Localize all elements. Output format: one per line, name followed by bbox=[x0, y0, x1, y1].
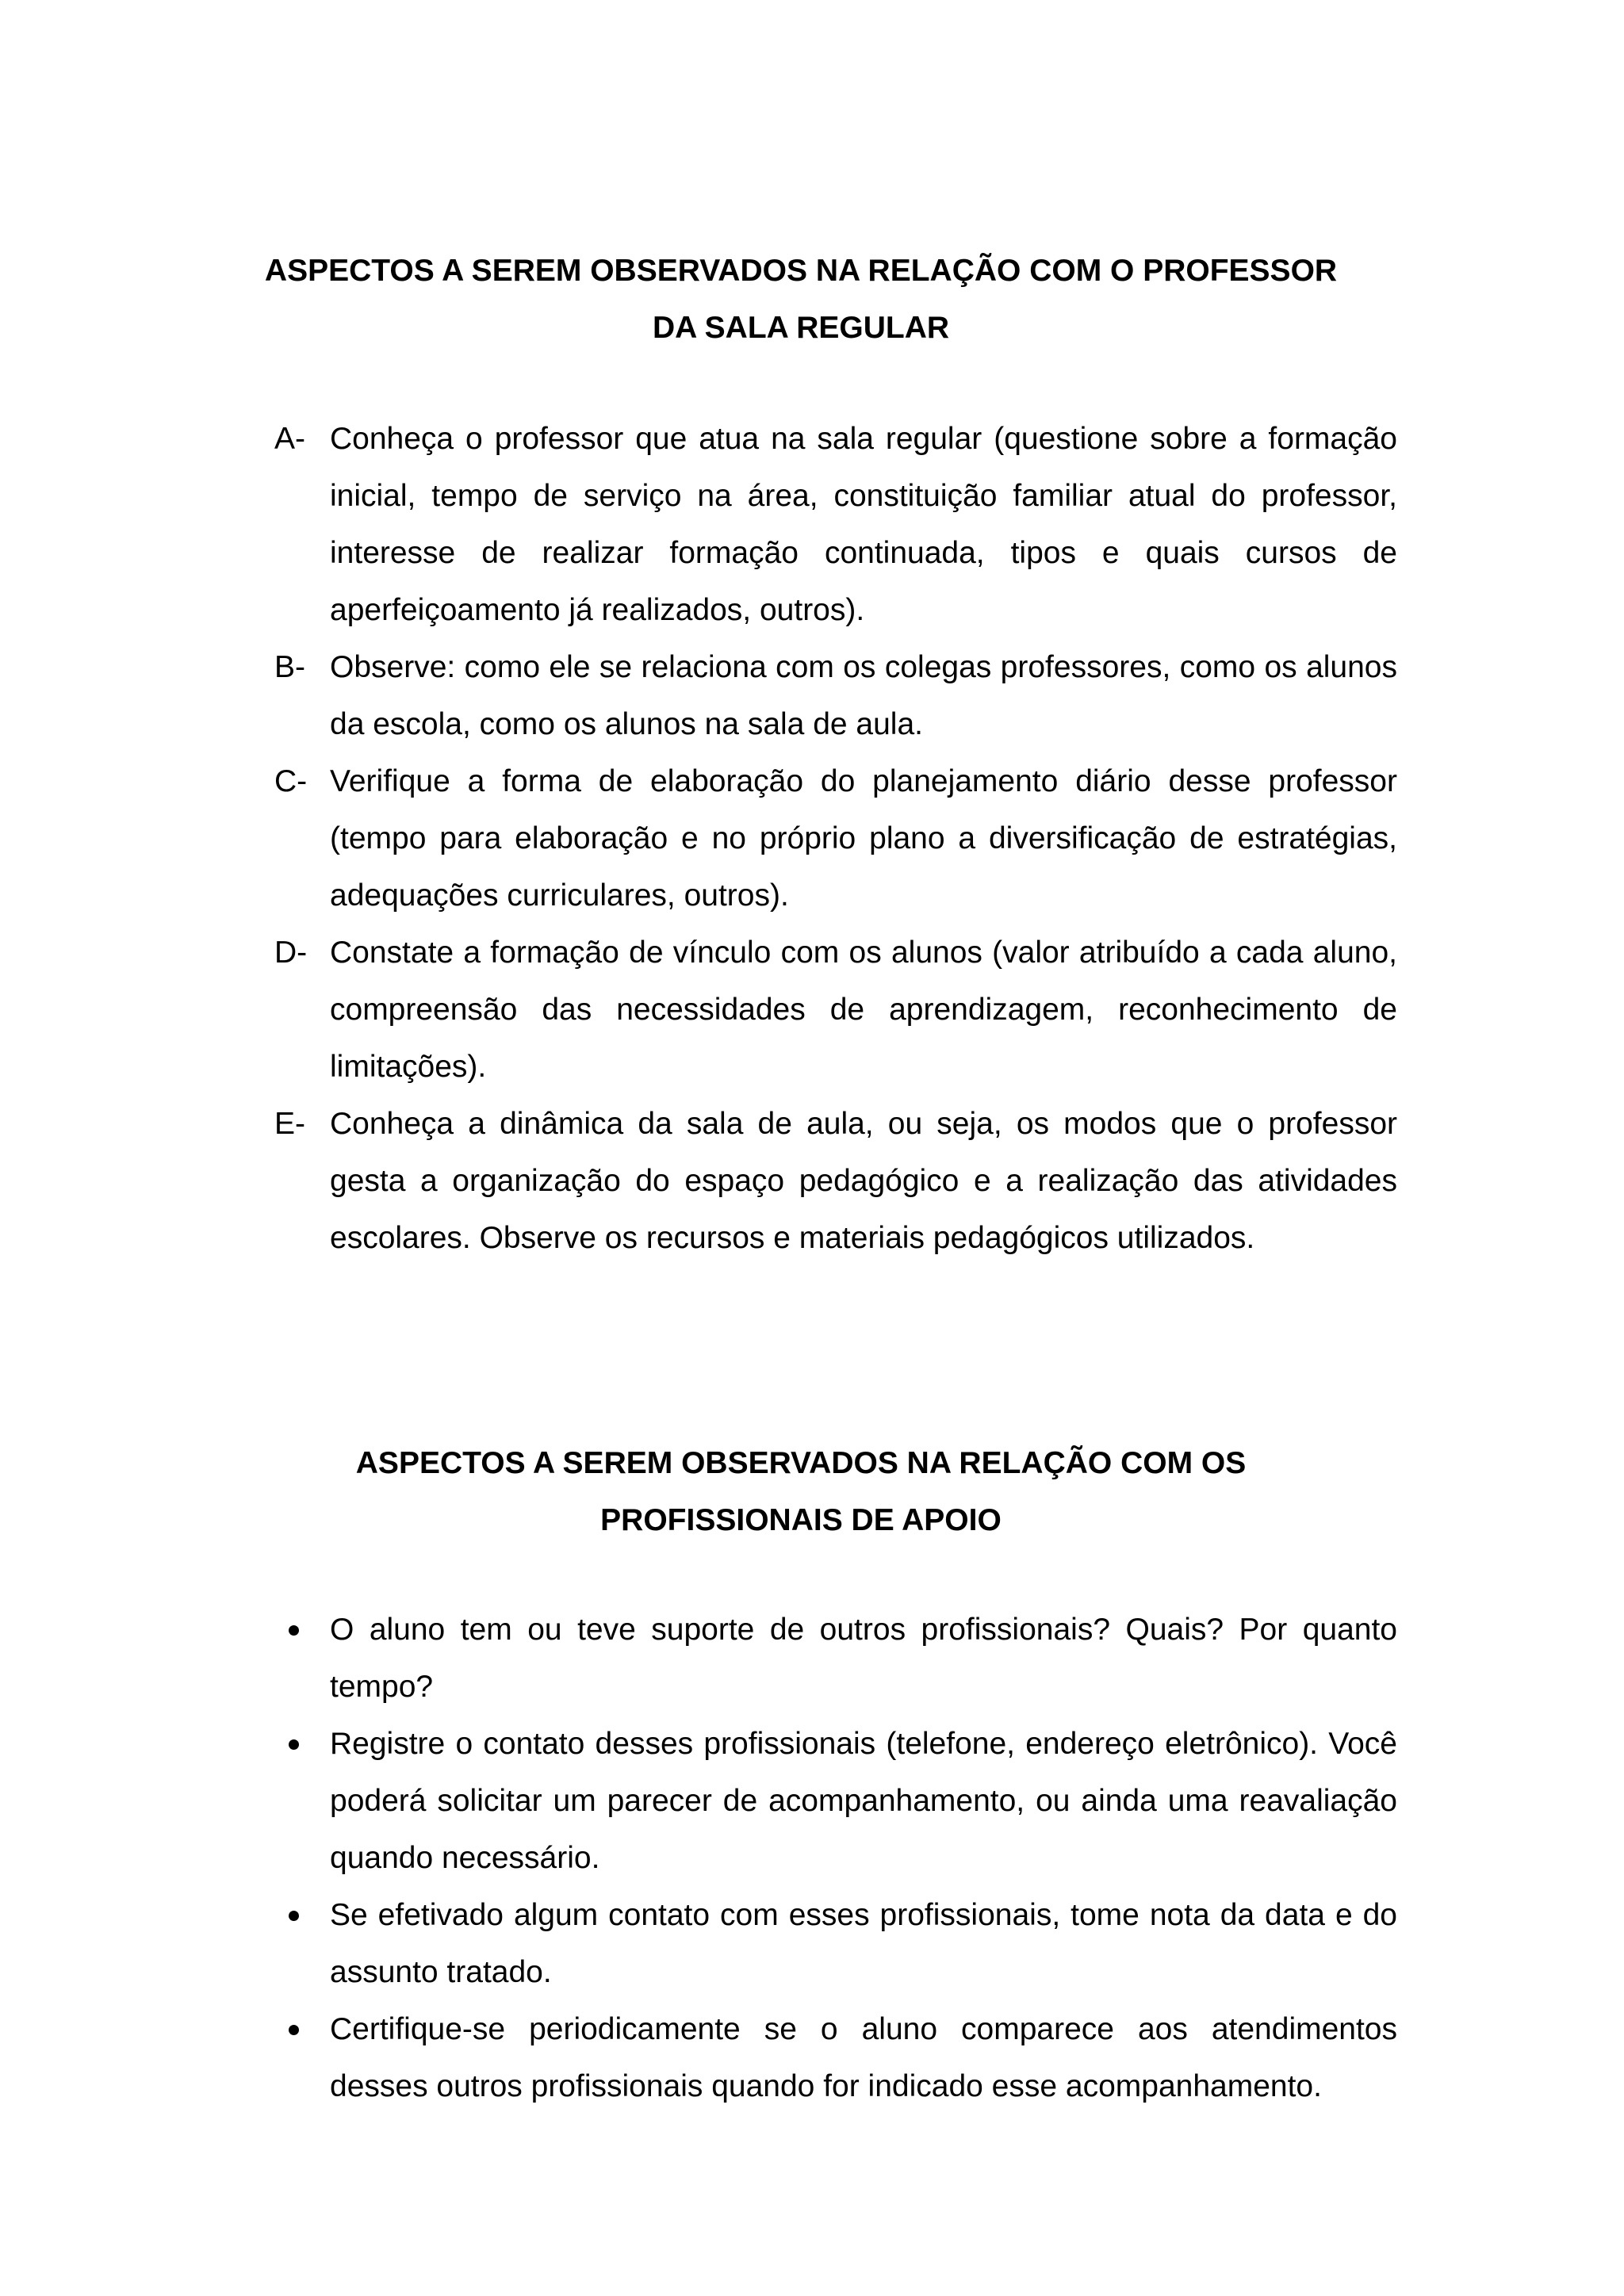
list-item bbox=[274, 1096, 1397, 1267]
professor-aspects-list bbox=[274, 411, 1397, 1267]
bullet-icon bbox=[289, 1739, 299, 1750]
list-marker: D- bbox=[274, 936, 308, 970]
list-item bbox=[274, 753, 1397, 924]
support-aspects-list bbox=[274, 1601, 1397, 2115]
section-title-line-2: DA SALA REGULAR bbox=[652, 311, 950, 345]
list-marker: E- bbox=[274, 1107, 305, 1141]
list-marker: A- bbox=[274, 422, 305, 456]
list-item-text: Registre o contato desses profissionais (telefone, endereço eletrônico). Você poderá solicitar um parecer de acompanhamento, ou ainda uma reavaliação quando necessário. bbox=[330, 1727, 1397, 1875]
list-item-text: Conheça o professor que atua na sala regular (questione sobre a formação inicial, tempo de serviço na área, constituição familiar atual do professor, interesse de realizar formação continuada, tipos e quais cursos de aperfeiçoamento já realizados, outros). bbox=[330, 422, 1397, 627]
section-title-support-professionals bbox=[230, 1435, 1372, 1549]
section-title-professor bbox=[230, 243, 1372, 357]
list-item-text: Constate a formação de vínculo com os alunos (valor atribuído a cada aluno, compreensão das necessidades de aprendizagem, reconhecimento de limitações). bbox=[330, 936, 1397, 1084]
bullet-icon bbox=[289, 2025, 299, 2035]
list-item bbox=[274, 411, 1397, 639]
list-item bbox=[274, 1716, 1397, 1887]
list-item bbox=[274, 639, 1397, 753]
list-marker: C- bbox=[274, 764, 308, 798]
list-item bbox=[274, 924, 1397, 1096]
list-item-text: Certifique-se periodicamente se o aluno comparece aos atendimentos desses outros profissionais quando for indicado esse acompanhamento. bbox=[330, 2012, 1397, 2103]
bullet-icon bbox=[289, 1625, 299, 1636]
list-item-text: Se efetivado algum contato com esses profissionais, tome nota da data e do assunto tratado. bbox=[330, 1898, 1397, 1989]
bullet-icon bbox=[289, 1911, 299, 1921]
list-item bbox=[274, 1601, 1397, 1716]
section-title-line-2: PROFISSIONAIS DE APOIO bbox=[600, 1503, 1002, 1537]
list-item-text: Observe: como ele se relaciona com os colegas professores, como os alunos da escola, como os alunos na sala de aula. bbox=[330, 650, 1397, 741]
section-title-line-1: ASPECTOS A SEREM OBSERVADOS NA RELAÇÃO COM OS bbox=[355, 1446, 1247, 1480]
list-item-text: Conheça a dinâmica da sala de aula, ou seja, os modos que o professor gesta a organização do espaço pedagógico e a realização das atividades escolares. Observe os recursos e materiais pedagógicos utilizados. bbox=[330, 1107, 1397, 1255]
list-item bbox=[274, 2001, 1397, 2115]
list-item-text: O aluno tem ou teve suporte de outros profissionais? Quais? Por quanto tempo? bbox=[330, 1613, 1397, 1704]
list-item-text: Verifique a forma de elaboração do planejamento diário desse professor (tempo para elaboração e no próprio plano a diversificação de estratégias, adequações curriculares, outros). bbox=[330, 764, 1397, 913]
list-item bbox=[274, 1887, 1397, 2001]
list-marker: B- bbox=[274, 650, 305, 684]
section-title-line-1: ASPECTOS A SEREM OBSERVADOS NA RELAÇÃO COM O PROFESSOR bbox=[264, 254, 1338, 288]
